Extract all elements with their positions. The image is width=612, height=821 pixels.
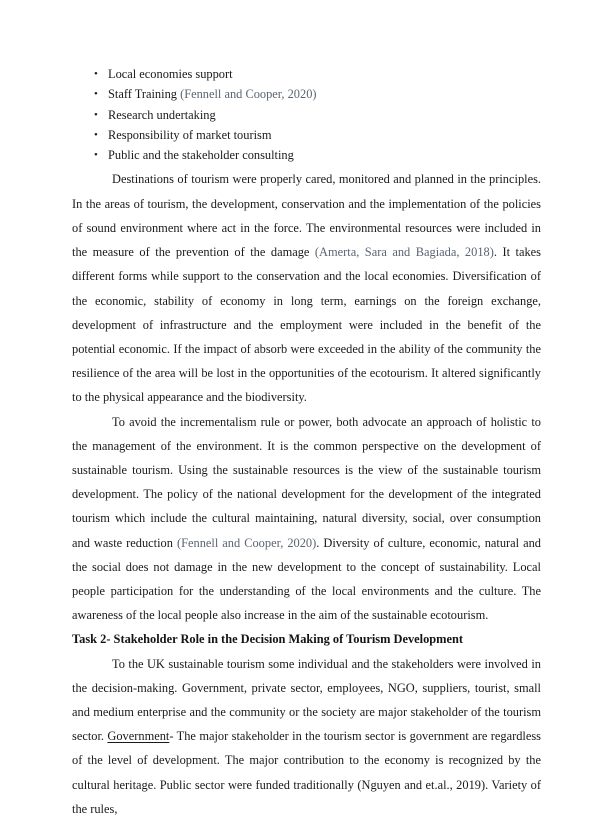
list-item [72,64,541,84]
underlined-term-government: Government [107,729,170,744]
bullet-icon: • [94,108,98,121]
citation-reference: (Amerta, Sara and Bagiada, 2018) [314,245,494,260]
list-item-text: Staff Training [108,87,181,102]
paragraph-three-text-c: . Variety of the rules, [72,777,541,816]
paragraph-three [72,652,541,821]
paragraph-two [72,410,541,628]
paragraph-two-text-b: . Diversity of culture, economic, natural and the social does not damage in the new development to the concept of sustainability. Local people participation for the understanding of the local environments and the culture. The awareness of the local people also increase in the aim of the sustainable ecotourism. [72,535,542,623]
paragraph-three-text-b: - The major stakeholder in the tourism sector is government are regardless of the level of development. The major contribution to the economy is recognized by the cultural heritage. Public sector were funded traditionally [72,729,541,792]
paragraph-one [72,167,541,409]
bullet-icon: • [94,149,98,162]
section-heading: Task 2- Stakeholder Role in the Decision Making of Tourism Development [72,632,464,647]
list-item-text: Public and the stakeholder consulting [108,148,294,163]
bullet-list [72,64,541,165]
citation-reference: (Fennell and Cooper, 2020) [176,535,317,550]
list-item [72,105,541,125]
bullet-icon: • [94,88,98,101]
bullet-icon: • [94,128,98,141]
list-item [72,84,541,104]
paragraph-one-text-b: . It takes different forms while support to the conservation and the local economies. Diversification of the economic, stability of economy in long term, earnings on the foreign exchange, development of infrastructure and the employment were included in the benefit of the potential economic. If the impact of absorb were exceeded in the ability of the community the resilience of the area will be lost in the opportunities of the ecotourism. It altered significantly to the physical appearance and the biodiversity. [72,245,541,405]
citation-reference: (Fennell and Cooper, 2020) [180,87,317,102]
paragraph-two-text-a: To avoid the incrementalism rule or power, both advocate an approach of holistic to the management of the environment. It is the common perspective on the development of sustainable tourism. Using the sustainable resources is the view of the sustainable tourism development. The policy of the national development for the development of the integrated tourism which include the cultural maintaining, natural diversity, social, over consumption and waste reduction [72,414,541,550]
document-body [72,64,541,821]
list-item [72,145,541,165]
paragraph-three-text-a: To the UK sustainable tourism some individual and the stakeholders were involved in the decision-making. Government, private sector, employees, NGO, suppliers, tourist, small and medium enterprise and the community or the society are major stakeholder of the tourism sector. [72,656,541,744]
paragraph-one-text-a: Destinations of tourism were properly cared, monitored and planned in the principles. In the areas of tourism, the development, conservation and the implementation of the policies of sound environment where act in the force. The environmental resources were included in the measure of the prevention of the damage [72,172,541,260]
list-item-text: Responsibility of market tourism [108,127,272,142]
list-item-text: Local economies support [108,67,233,81]
citation-reference: (Nguyen and et.al., 2019) [357,777,486,792]
bullet-icon: • [94,68,98,80]
list-item-text: Research undertaking [108,107,216,122]
list-item [72,125,541,145]
